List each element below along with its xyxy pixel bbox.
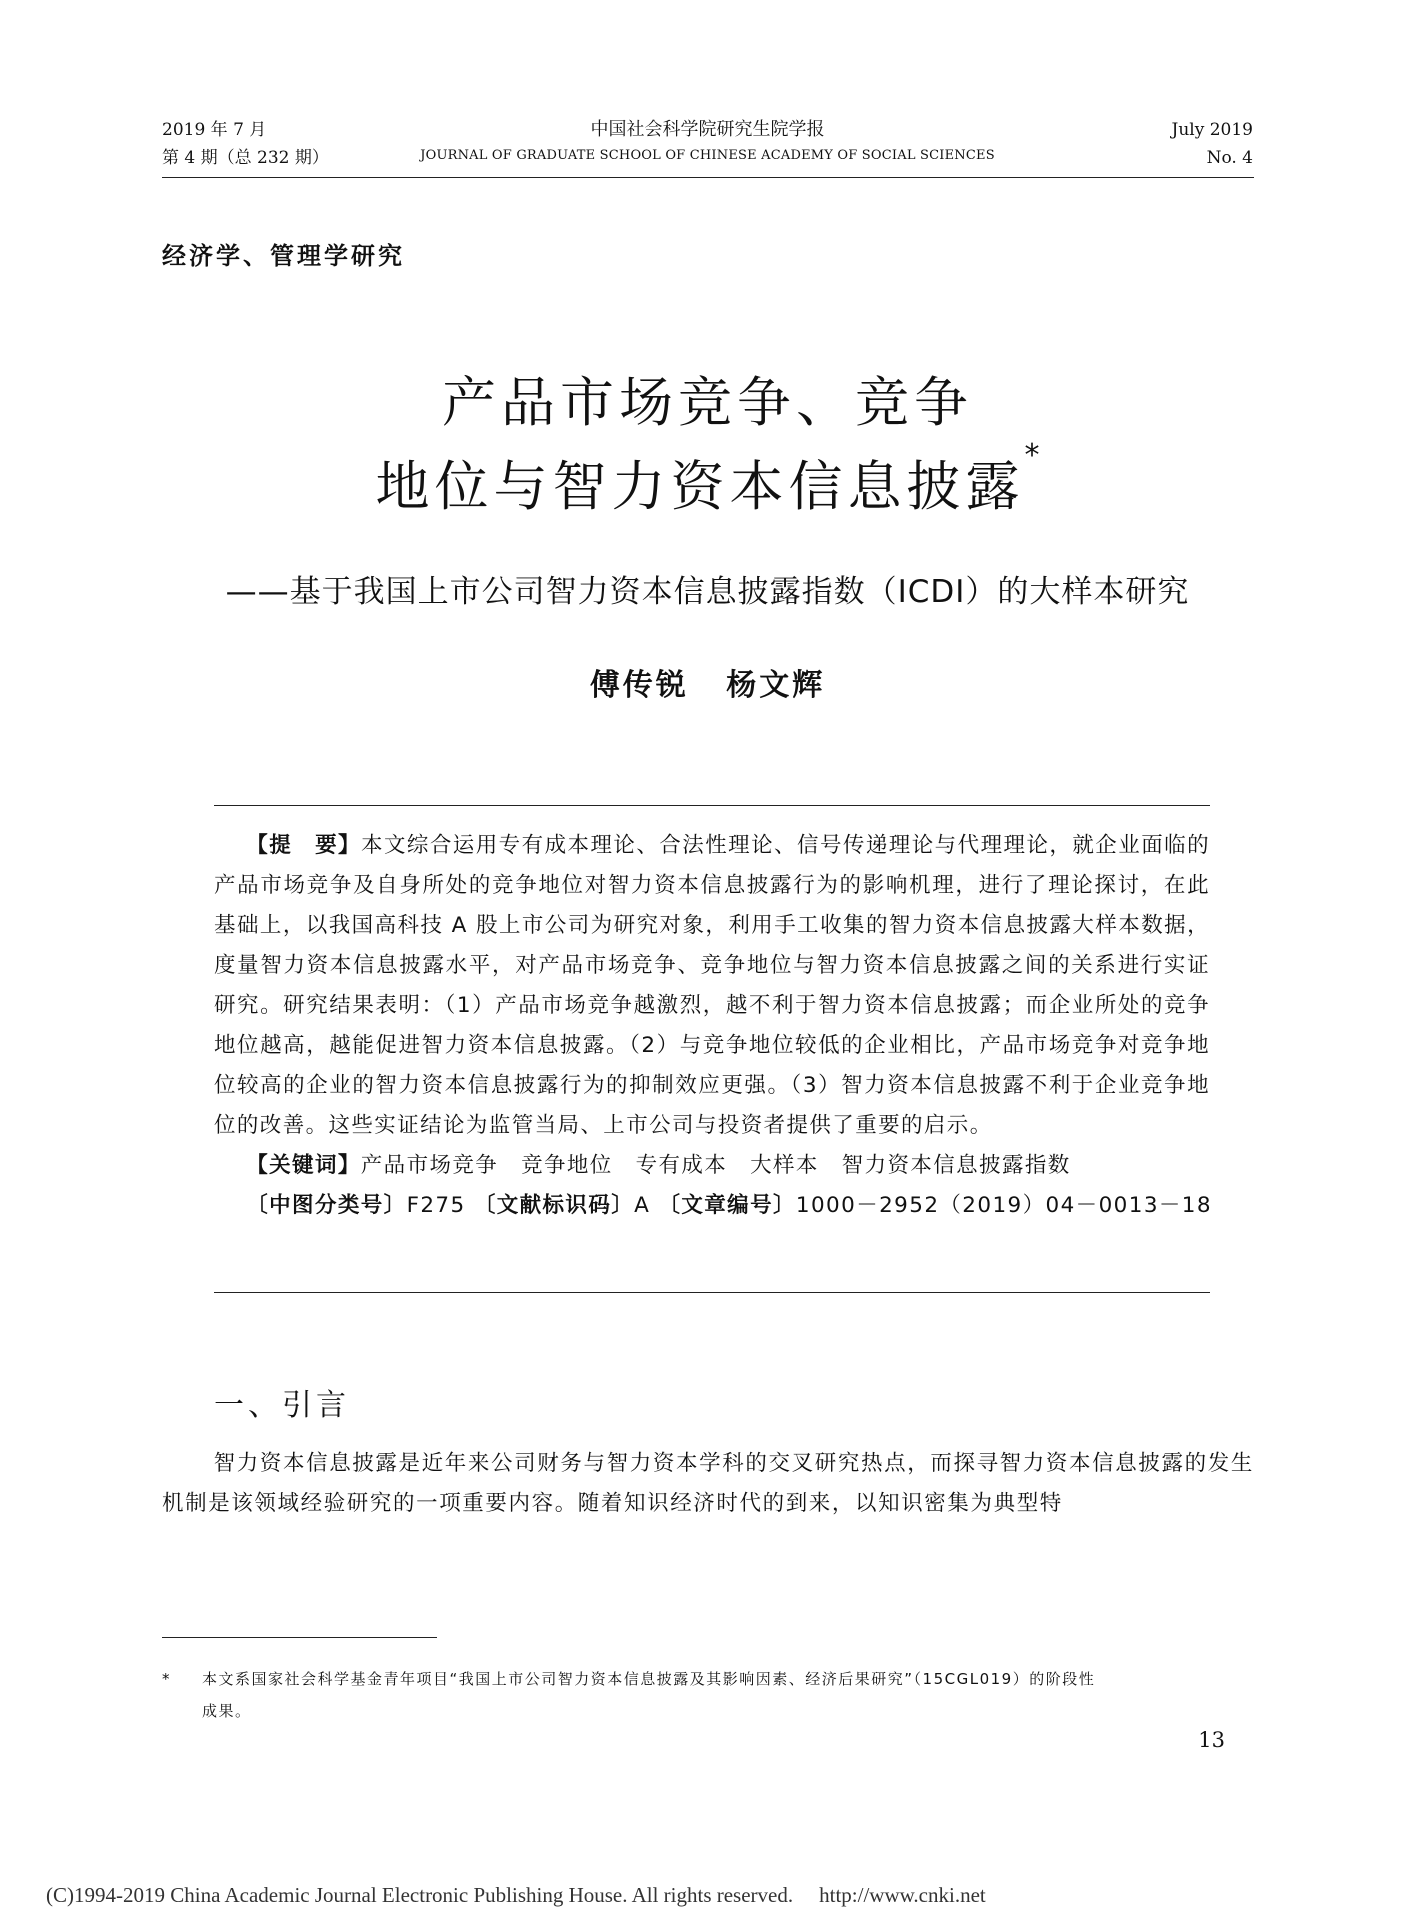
authors: 傅传锐 杨文辉	[589, 668, 826, 703]
abstract-text: 本文综合运用专有成本理论、合法性理论、信号传递理论与代理理论，就企业面临的产品市场竞争及自身所处的竞争地位对智力资本信息披露行为的影响机理，进行了理论探讨，在此基础上，以我国高科技 A 股上市公司为研究对象，利用手工收集的智力资本信息披露大样本数据，度量智力资本信息披露水平，对产品市场竞争、竞争地位与智力资本信息披露之间的关系进行实证研究。研究结果表明：（1）产品市场竞争越激烈，越不利于智力资本信息披露；而企业所处的竞争地位越高，越能促进智力资本信息披露。（2）与竞争地位较低的企业相比，产品市场竞争对竞争地位较高的企业的智力资本信息披露行为的抑制效应更强。（3）智力资本信息披露不利于企业竞争地位的改善。这些实证结论为监管当局、上市公司与投资者提供了重要的启示。	[214, 833, 1210, 1138]
article-number-value: 1000－2952（2019）04－0013－18	[795, 1193, 1212, 1218]
header-right	[1172, 116, 1253, 172]
header-date-cn: 2019 年 7 月	[162, 120, 267, 140]
footnote-line1	[162, 1663, 1254, 1695]
article-number-label: 〔文章编号〕	[658, 1193, 796, 1218]
article-subtitle: ——基于我国上市公司智力资本信息披露指数（ICDI）的大样本研究	[225, 574, 1190, 610]
abstract-bottom-rule	[214, 1292, 1210, 1293]
keywords-items: 产品市场竞争 竞争地位 专有成本 大样本 智力资本信息披露指数	[360, 1153, 1071, 1178]
introduction-paragraph: 智力资本信息披露是近年来公司财务与智力资本学科的交叉研究热点，而探寻智力资本信息披露的发生机制是该领域经验研究的一项重要内容。随着知识经济时代的到来，以知识密集为典型特	[162, 1451, 1254, 1516]
abstract-block	[214, 826, 1210, 1226]
footnote-text-line1: 本文系国家社会科学基金青年项目“我国上市公司智力资本信息披露及其影响因素、经济后果研究”（15CGL019）的阶段性	[202, 1670, 1096, 1688]
header-issue-en: No. 4	[1206, 148, 1253, 168]
doc-code-label: 〔文献标识码〕	[473, 1193, 635, 1218]
abstract	[214, 826, 1210, 1146]
abstract-top-rule	[214, 805, 1210, 806]
journal-name-en: JOURNAL OF GRADUATE SCHOOL OF CHINESE ACADEMY OF SOCIAL SCIENCES	[420, 148, 995, 163]
clc-value: F275	[406, 1193, 466, 1218]
article-title-line2-text: 地位与智力资本信息披露	[375, 455, 1025, 518]
header-date-en: July 2019	[1171, 120, 1253, 140]
section-label: 经济学、管理学研究	[162, 242, 405, 270]
header-issue-cn: 第 4 期（总 232 期）	[162, 148, 329, 168]
abstract-label: 【提 要】	[246, 833, 361, 858]
article-title-line1: 产品市场竞争、竞争	[442, 371, 973, 434]
journal-name-cn: 中国社会科学院研究生院学报	[590, 119, 825, 140]
keywords-label: 【关键词】	[246, 1153, 361, 1178]
footnote	[162, 1663, 1254, 1727]
classification	[214, 1186, 1210, 1226]
keywords	[214, 1146, 1210, 1186]
section-heading-introduction: 一、引言	[214, 1388, 350, 1423]
cnki-url: http://www.cnki.net	[819, 1883, 986, 1907]
doc-code-value: A	[634, 1193, 651, 1218]
header-rule	[162, 177, 1254, 178]
page-number: 13	[1198, 1728, 1225, 1752]
footnote-rule	[162, 1637, 437, 1638]
copyright-text: (C)1994-2019 China Academic Journal Electronic Publishing House. All rights reserved.	[46, 1883, 794, 1907]
article-title-line2	[0, 438, 1415, 521]
title-footnote-mark: *	[1024, 438, 1040, 473]
footnote-line2: 成果。	[202, 1702, 252, 1720]
clc-label: 〔中图分类号〕	[246, 1193, 407, 1218]
copyright-footer	[46, 1883, 986, 1908]
footnote-mark: *	[162, 1670, 171, 1688]
